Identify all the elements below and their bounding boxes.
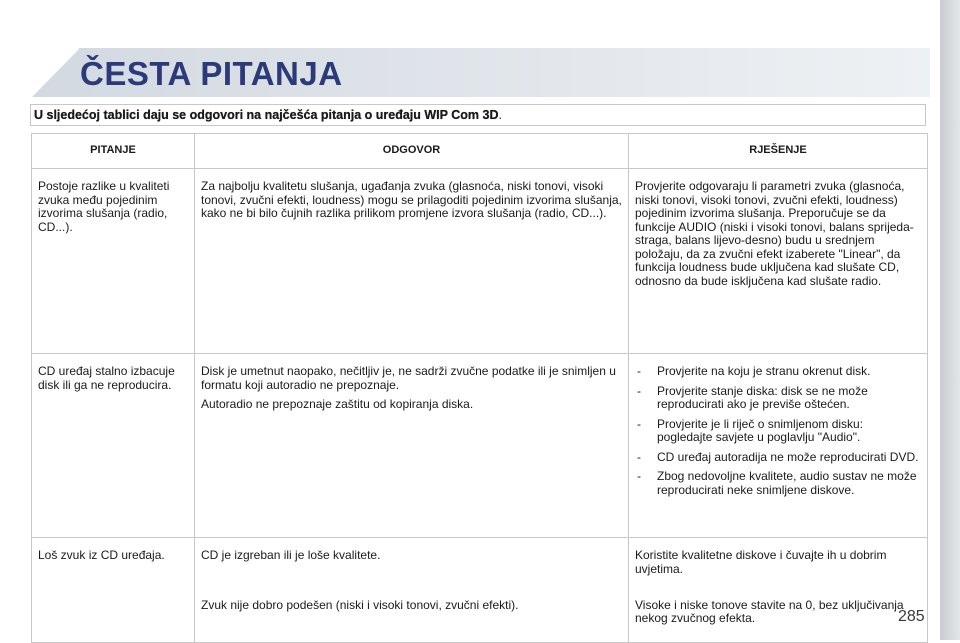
question-cell: Postoje razlike u kvaliteti zvuka među pojedinim izvorima slušanja (radio, CD...).: [32, 169, 195, 354]
intro-period: .: [498, 108, 502, 122]
solution-list: [635, 365, 921, 497]
table-row: [32, 538, 928, 588]
header-question: PITANJE: [32, 134, 195, 169]
answer-cell: [195, 588, 629, 643]
table-row: [32, 354, 928, 538]
intro-box: [30, 104, 926, 126]
list-item: - CD uređaj autoradija ne može reproducirati DVD.: [635, 451, 921, 465]
answer-cell: [195, 354, 629, 538]
page-title: ČESTA PITANJA: [80, 55, 343, 92]
solution-cell: [629, 354, 928, 538]
intro-text: U sljedećoj tablici daju se odgovori na najčešća pitanja o uređaju WIP Com 3D: [34, 108, 499, 122]
solution-cell: Visoke i niske tonove stavite na 0, bez uključivanja nekog zvučnog efekta.: [629, 588, 928, 643]
header-answer: ODGOVOR: [195, 134, 629, 169]
answer-text: Za najbolju kvalitetu slušanja, ugađanja zvuka (glasnoća, niski tonovi, visoki tonovi, zvučni efekti, loudness) mogu se prilagoditi pojedinim izvorima slušanja, kako ne bi bilo čujnih razlika prilikom promjene izvora slušanja (radio, CD...).: [201, 179, 622, 220]
question-cell: [32, 588, 195, 643]
table-row: [32, 169, 928, 354]
table-row: [32, 588, 928, 643]
answer-text: Zvuk nije dobro podešen (niski i visoki tonovi, zvučni efekti).: [201, 597, 519, 612]
solution-cell: Provjerite odgovaraju li parametri zvuka (glasnoća, niski tonovi, visoki tonovi, zvučni efekti, loudness) pojedinim izvorima slušanja. Preporučuje se da funkcije AUDIO (niski i visoki tonovi, balans sprijeda-straga, balans lijevo-desno) budu u srednjem položaju, da za zvučni efekt izaberete "Linear", da funkcija loudness bude uključena kad slušate CD, odnosno da bude isključena kad slušate radio.: [629, 169, 928, 354]
table-header-row: [32, 134, 928, 169]
answer-text: CD je izgreban ili je loše kvalitete.: [201, 548, 381, 562]
list-item: - Provjerite na koju je stranu okrenut disk.: [635, 365, 921, 379]
list-item: - Provjerite stanje diska: disk se ne može reproducirati ako je previše oštećen.: [635, 385, 921, 412]
answer-text: Autoradio ne prepoznaje zaštitu od kopiranja diska.: [201, 397, 474, 411]
faq-table: [31, 133, 928, 643]
question-cell: CD uređaj stalno izbacuje disk ili ga ne reproducira.: [32, 354, 195, 538]
question-cell: Loš zvuk iz CD uređaja.: [32, 538, 195, 588]
list-item: - Zbog nedovoljne kvalitete, audio sustav ne može reproducirati neke snimljene diskove.: [635, 470, 921, 497]
answer-cell: [195, 538, 629, 588]
answer-cell: [195, 169, 629, 354]
solution-cell: Koristite kvalitetne diskove i čuvajte ih u dobrim uvjetima.: [629, 538, 928, 588]
list-item: - Provjerite je li riječ o snimljenom disku: pogledajte savjete u poglavlju "Audio".: [635, 418, 921, 445]
header-solution: RJEŠENJE: [629, 134, 928, 169]
answer-text: Disk je umetnut naopako, nečitljiv je, ne sadrži zvučne podatke ili je snimljen u formatu koji autoradio ne prepoznaje.: [201, 364, 616, 392]
page-number: 285: [898, 608, 925, 625]
